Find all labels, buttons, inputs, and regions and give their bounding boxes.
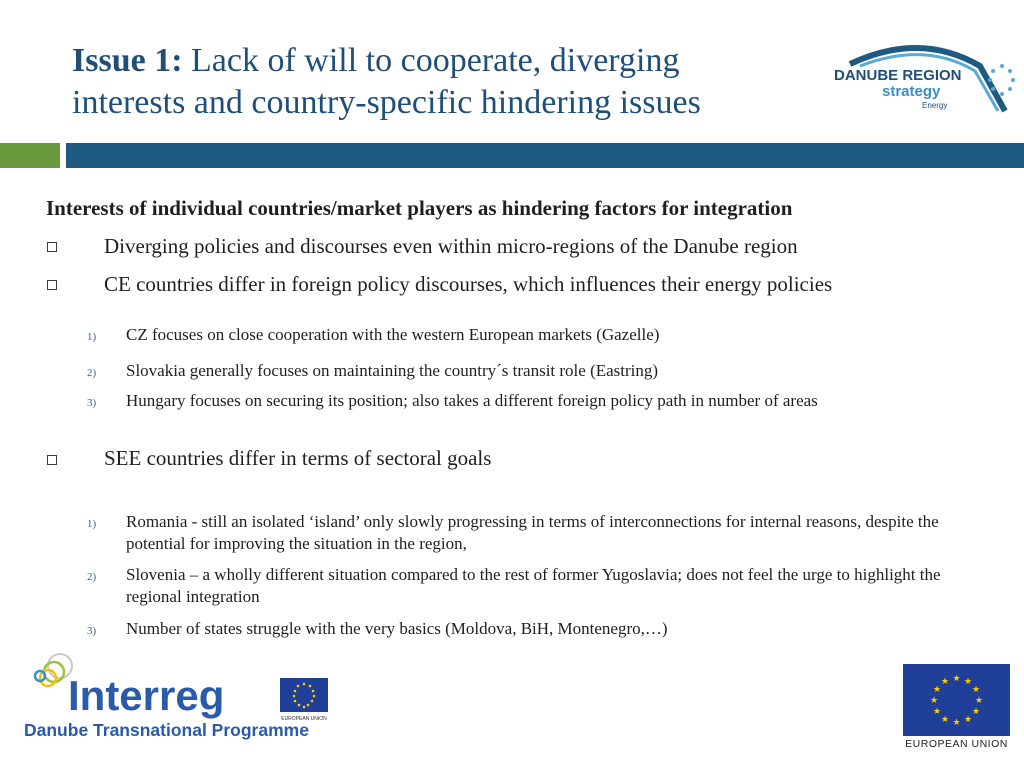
content-heading: Interests of individual countries/market players as hindering factors for integration [46,196,793,220]
title-rest: Lack of will to cooperate, diverging interests and country-specific hindering issues [72,42,701,121]
svg-text:★: ★ [940,677,950,687]
list-item: Slovenia – a wholly different situation compared to the rest of former Yugoslavia; does not feel the urge to highlight the regional integration [126,565,941,606]
list-number: 3) [87,625,97,637]
eu-label: EUROPEAN UNION [905,738,1008,750]
bullet-item: SEE countries differ in terms of sectoral goals [104,446,492,470]
list-number: 2) [87,367,97,379]
list-item: Number of states struggle with the very basics (Moldova, BiH, Montenegro,…) [126,619,668,638]
interreg-logo [22,650,342,742]
list-item: Slovakia generally focuses on maintaining the country´s transit role (Eastring) [126,361,659,380]
svg-text:★: ★ [932,685,942,695]
list-number: 1) [87,331,97,343]
square-bullet-icon [47,242,57,252]
list-number: 2) [87,571,97,583]
bullet-item: CE countries differ in foreign policy discourses, which influences their energy policies [104,272,833,296]
svg-text:★: ★ [963,677,973,687]
interreg-program-name: Danube Transnational Programme [24,720,309,740]
interreg-wordmark: Interreg [68,672,225,719]
svg-text:★: ★ [971,707,981,717]
list-number: 3) [87,397,97,409]
eu-flag [903,664,1010,736]
svg-text:★: ★ [952,674,961,684]
drs-line1: DANUBE REGION [834,67,962,84]
square-bullet-icon [47,280,57,290]
svg-text:★: ★ [974,696,984,706]
list-item: CZ focuses on close cooperation with the western European markets (Gazelle) [126,325,660,344]
drs-line3: Energy [922,101,948,110]
list-item: Romania - still an isolated ‘island’ only slowly progressing in terms of interconnections for internal reasons, despite the potential for improving the situation in the region, [126,512,939,553]
title-bold: Issue 1: [72,42,183,79]
drs-line2: strategy [882,83,941,100]
svg-text:★: ★ [929,696,939,706]
square-bullet-icon [47,455,57,465]
svg-text:★: ★ [963,715,973,725]
list-number: 1) [87,518,97,530]
bullet-item: Diverging policies and discourses even within micro-regions of the Danube region [104,234,798,258]
interreg-swirl-icon [35,654,72,686]
interreg-eu-label: EUROPEAN UNION [281,716,327,722]
list-item: Hungary focuses on securing its position; also takes a different foreign policy path in number of areas [126,391,818,410]
svg-text:★: ★ [952,718,961,728]
svg-text:★: ★ [940,715,950,725]
svg-text:★: ★ [971,685,981,695]
svg-text:★: ★ [932,707,942,717]
